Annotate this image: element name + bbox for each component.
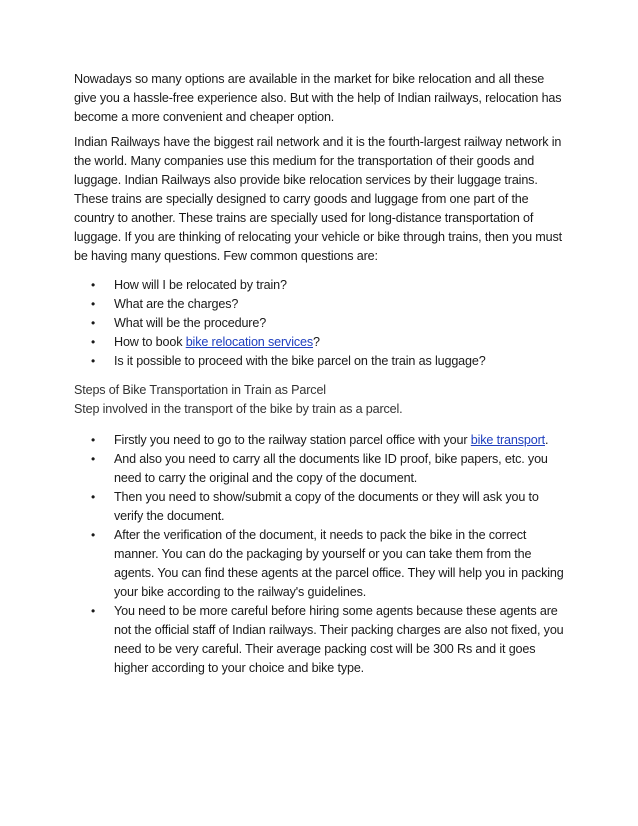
bullet-icon: • bbox=[91, 297, 96, 311]
step-text: And also you need to carry all the documents like ID proof, bike papers, etc. you need to carry the original and the copy of the document. bbox=[114, 452, 548, 485]
step-text-suffix: . bbox=[544, 433, 549, 447]
list-item bbox=[74, 314, 564, 333]
list-item bbox=[74, 352, 564, 371]
paragraph-intro: Nowadays so many options are available in the market for bike relocation and all these give you a hassle-free experience also. But with the help of Indian railways, relocation has become a more convenient and cheaper option. bbox=[74, 72, 562, 124]
question-text: What are the charges? bbox=[114, 297, 239, 311]
bullet-icon: • bbox=[91, 335, 96, 349]
section-heading: Steps of Bike Transportation in Train as Parcel bbox=[74, 383, 326, 397]
bike-transport-link[interactable]: bike transport bbox=[470, 433, 545, 447]
bike-relocation-services-link[interactable]: bike relocation services bbox=[185, 335, 313, 349]
question-text: How will I be relocated by train? bbox=[114, 278, 287, 292]
bullet-icon: • bbox=[91, 278, 96, 292]
bullet-icon: • bbox=[91, 433, 96, 447]
question-text-suffix: ? bbox=[313, 335, 320, 349]
list-item bbox=[74, 333, 564, 352]
list-item bbox=[74, 450, 564, 488]
bullet-icon: • bbox=[91, 354, 96, 368]
list-item bbox=[74, 276, 564, 295]
bullet-icon: • bbox=[91, 528, 96, 542]
steps-list bbox=[74, 431, 564, 678]
document-page bbox=[74, 70, 564, 688]
list-item bbox=[74, 602, 564, 678]
bullet-icon: • bbox=[91, 316, 96, 330]
list-item bbox=[74, 526, 564, 602]
step-text: After the verification of the document, it needs to pack the bike in the correct manner. You can do the packaging by yourself or you can take them from the agents. You can find these agents at the parcel office. They will help you in packing your bike according to the railway's guidelines. bbox=[114, 528, 564, 599]
bullet-icon: • bbox=[91, 452, 96, 466]
bullet-icon: • bbox=[91, 604, 96, 618]
question-text: What will be the procedure? bbox=[114, 316, 267, 330]
step-text-prefix: Firstly you need to go to the railway station parcel office with your bbox=[114, 433, 471, 447]
question-text: Is it possible to proceed with the bike parcel on the train as luggage? bbox=[114, 354, 486, 368]
list-item bbox=[74, 488, 564, 526]
step-text: Then you need to show/submit a copy of the documents or they will ask you to verify the document. bbox=[114, 490, 539, 523]
list-item bbox=[74, 295, 564, 314]
bullet-icon: • bbox=[91, 490, 96, 504]
paragraph-indian-railways: Indian Railways have the biggest rail network and it is the fourth-largest railway network in the world. Many companies use this medium for the transportation of their goods and luggage. Indian Railways also provide bike relocation services by their luggage trains. These trains are specially designed to carry goods and luggage from one part of the country to another. These trains are specially used for long-distance transportation of luggage. If you are thinking of relocating your vehicle or bike through trains, then you must be having many questions. Few common questions are: bbox=[74, 135, 562, 263]
list-item bbox=[74, 431, 564, 450]
questions-list bbox=[74, 276, 564, 371]
step-text: You need to be more careful before hiring some agents because these agents are not the official staff of Indian railways. Their packing charges are also not fixed, you need to be very careful. Their average packing cost will be 300 Rs and it goes higher according to your choice and bike type. bbox=[114, 604, 564, 675]
question-text-prefix: How to book bbox=[114, 335, 186, 349]
section-intro: Step involved in the transport of the bike by train as a parcel. bbox=[74, 402, 403, 416]
